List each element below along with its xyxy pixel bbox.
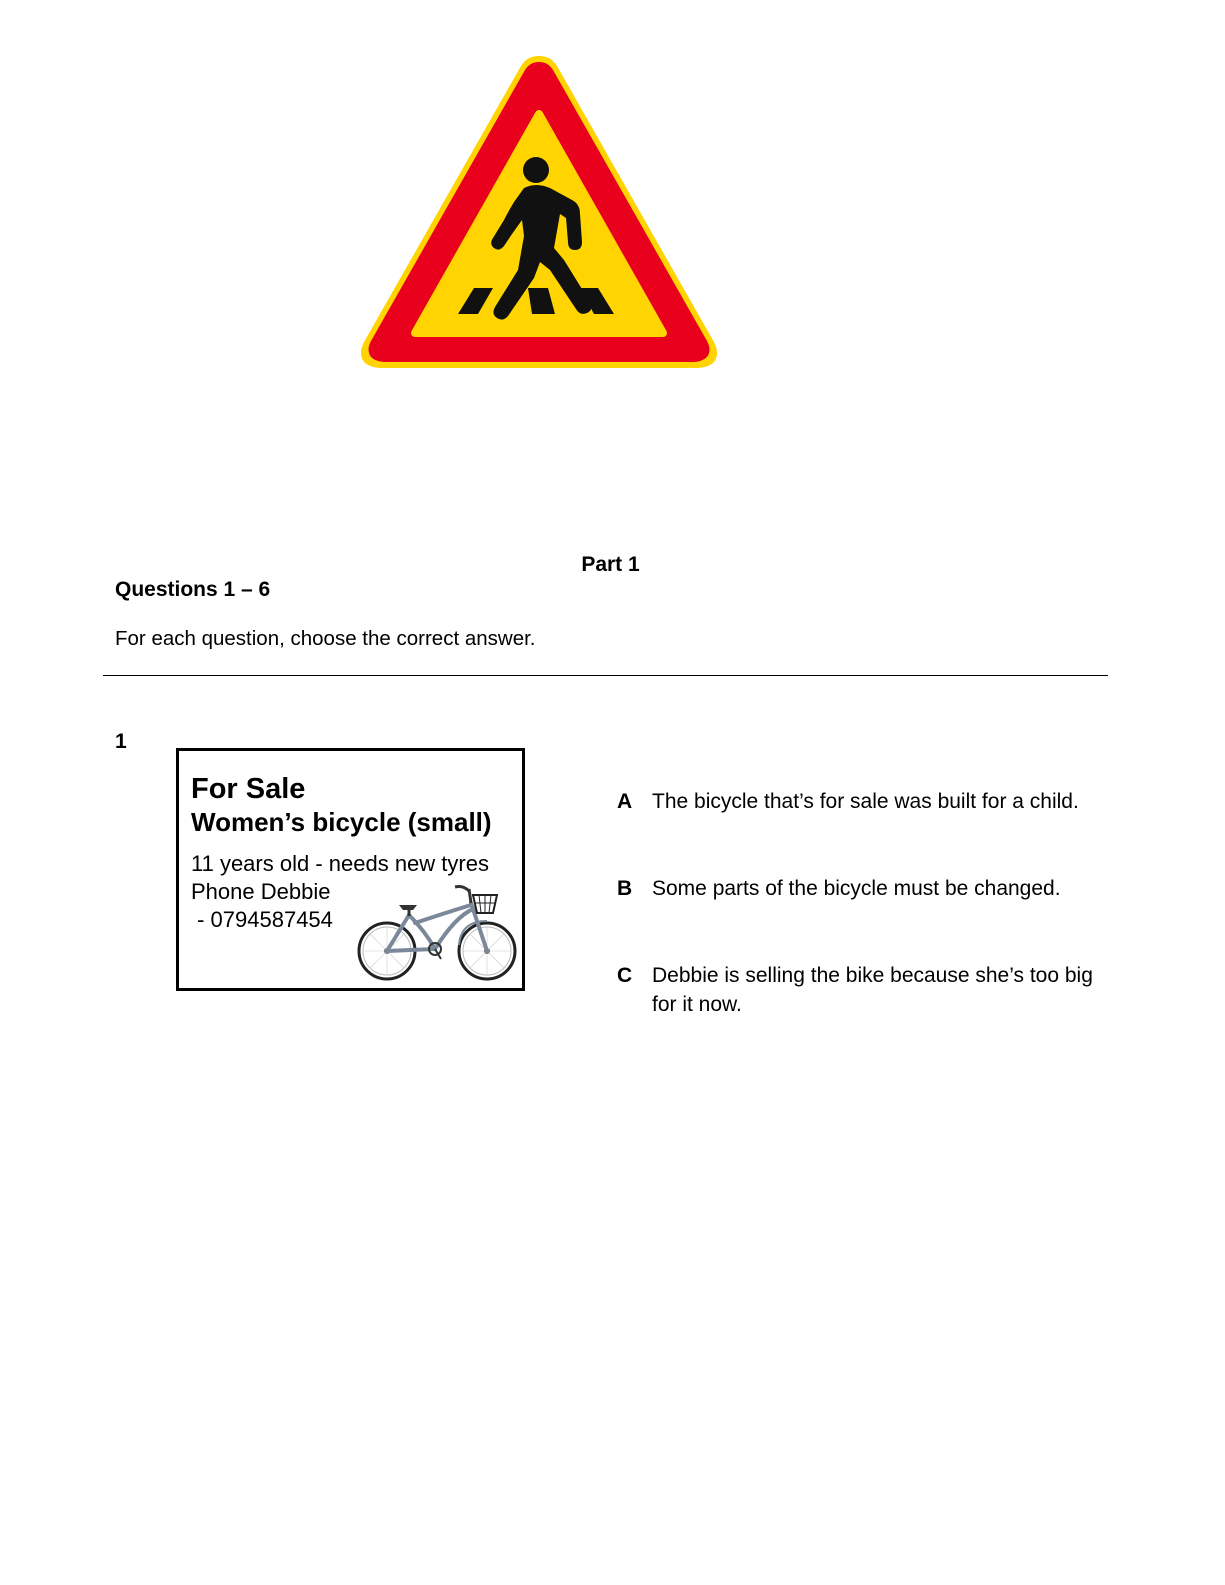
option-b-letter: B [617, 877, 633, 900]
part-title: Part 1 [581, 553, 640, 576]
divider [103, 675, 1108, 676]
option-c-text: Debbie is selling the bike because she’s too big for it now. [652, 964, 1093, 1016]
questions-range: Questions 1 – 6 [115, 578, 271, 601]
question-number: 1 [115, 730, 127, 753]
pedestrian-warning-icon [358, 52, 720, 370]
notice-subtitle: Women’s bicycle (small) [191, 807, 492, 837]
bicycle-icon [355, 883, 521, 983]
notice-title: For Sale [191, 773, 306, 805]
for-sale-notice [176, 748, 525, 991]
option-a-text: The bicycle that’s for sale was built for a child. [652, 790, 1079, 813]
option-c-letter: C [617, 964, 633, 987]
option-a-letter: A [617, 790, 633, 813]
notice-line-age: 11 years old - needs new tyres [191, 851, 489, 876]
option-b-text: Some parts of the bicycle must be changed. [652, 877, 1061, 900]
notice-line-contact: Phone Debbie [191, 879, 331, 904]
instruction-text: For each question, choose the correct answer. [115, 627, 536, 650]
pedestrian-crossing-sign [358, 52, 720, 370]
notice-line-phone: - 0794587454 [191, 907, 333, 932]
